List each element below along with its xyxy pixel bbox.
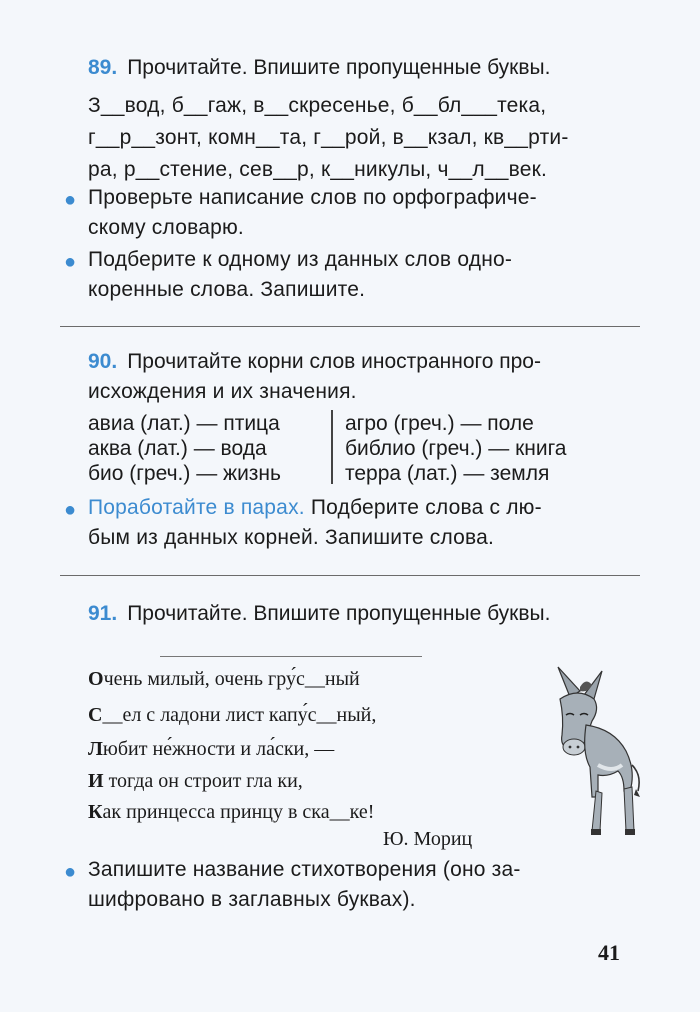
- exercise-number: 90.: [88, 350, 118, 373]
- poem-capital: К: [88, 801, 103, 823]
- poem-text: ак принцесса принцу в ска__ке!: [102, 801, 375, 823]
- poem-line-1: [88, 668, 360, 691]
- page-number: 41: [598, 940, 620, 965]
- root-right-1: агро (греч.) — поле: [345, 412, 534, 435]
- poem-author: Ю. Мориц: [383, 828, 473, 850]
- exercise-title: Прочитайте корни слов иностранного про-: [127, 350, 541, 373]
- exercise-89-bullet-1-line-1: Проверьте написание слов по орфографиче-: [88, 186, 537, 209]
- exercise-90-heading: [88, 350, 541, 374]
- exercise-89-line-3: ра, р__стение, сев__р, к__никулы, ч__л__век.: [88, 158, 548, 181]
- exercise-91-heading: [88, 602, 550, 626]
- exercise-91-bullet-line-2: шифровано в заглавных буквах).: [88, 888, 416, 911]
- root-right-2: библио (греч.) — книга: [345, 437, 567, 460]
- poem-capital: С: [88, 704, 103, 726]
- root-left-2: аква (лат.) — вода: [88, 437, 267, 460]
- exercise-89-bullet-1-line-2: скому словарю.: [88, 216, 244, 239]
- exercise-89-bullet-2-line-1: Подберите к одному из данных слов одно-: [88, 248, 513, 271]
- exercise-89-heading: [88, 56, 550, 80]
- bullet-dot-icon: ●: [64, 251, 77, 273]
- exercise-number: 89.: [88, 56, 118, 79]
- poem-capital: И: [88, 770, 104, 792]
- poem-capital: Л: [88, 738, 103, 760]
- section-divider: [60, 326, 640, 327]
- bullet-dot-icon: ●: [64, 189, 77, 211]
- donkey-illustration: [540, 665, 645, 840]
- exercise-title: Прочитайте. Впишите пропущенные буквы.: [127, 56, 551, 79]
- exercise-90-title-line-2: исхождения и их значения.: [88, 380, 357, 403]
- poem-text: юбит не́жности и ла́ски, —: [102, 738, 335, 760]
- poem-line-3: [88, 738, 334, 761]
- root-left-3: био (греч.) — жизнь: [88, 462, 281, 485]
- root-left-1: авиа (лат.) — птица: [88, 412, 280, 435]
- bullet-dot-icon: ●: [64, 499, 77, 521]
- exercise-89-line-1: З__вод, б__гаж, в__скресенье, б__бл___тека,: [88, 94, 547, 117]
- poem-line-4: [88, 770, 303, 793]
- poem-top-rule: [160, 656, 422, 657]
- exercise-90-task-line-1: [88, 496, 542, 520]
- poem-capital: О: [88, 668, 104, 690]
- poem-line-2: [88, 704, 376, 727]
- bullet-dot-icon: ●: [64, 861, 77, 883]
- exercise-title: Прочитайте. Впишите пропущенные буквы.: [127, 602, 551, 625]
- poem-text: тогда он строит гла ки,: [103, 770, 303, 792]
- exercise-89-line-2: г__р__зонт, комн__та, г__рой, в__кзал, кв__рти-: [88, 126, 569, 149]
- column-divider: [331, 410, 333, 484]
- exercise-89-bullet-2-line-2: коренные слова. Запишите.: [88, 278, 366, 301]
- pair-work-label: Поработайте в парах.: [88, 496, 305, 519]
- task-text: Подберите слова с лю-: [304, 496, 542, 519]
- section-divider: [60, 575, 640, 576]
- poem-text: чень милый, очень гру́с__ный: [103, 668, 360, 690]
- exercise-number: 91.: [88, 602, 118, 625]
- poem-line-5: [88, 801, 374, 824]
- exercise-91-bullet-line-1: Запишите название стихотворения (оно за-: [88, 858, 521, 881]
- root-right-3: терра (лат.) — земля: [345, 462, 550, 485]
- poem-text: __ел с ладони лист капу́с__ный,: [102, 704, 377, 726]
- exercise-90-task-line-2: бым из данных корней. Запишите слова.: [88, 526, 495, 549]
